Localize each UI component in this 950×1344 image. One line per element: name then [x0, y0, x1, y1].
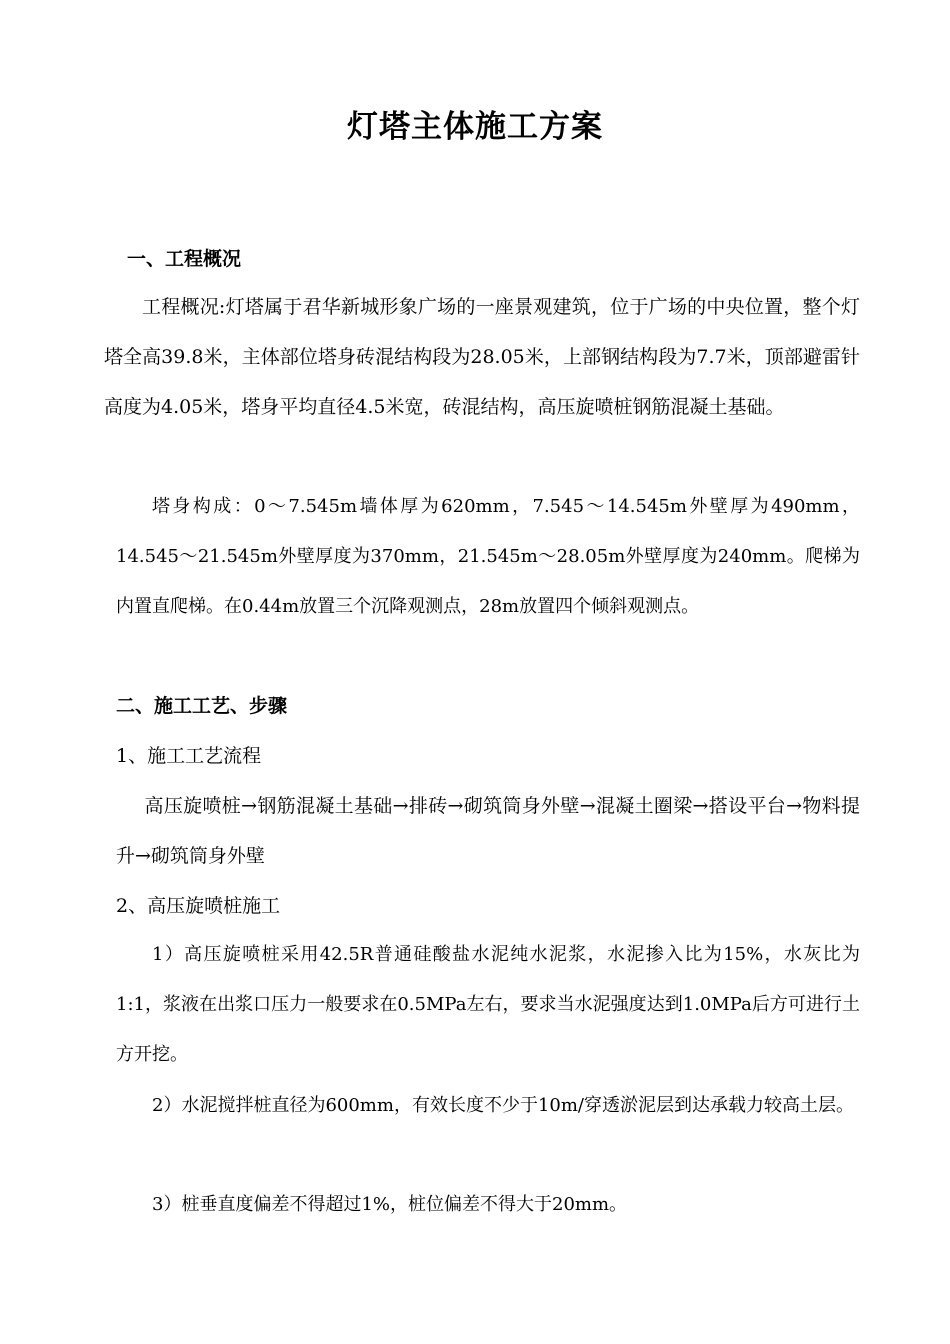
tower-composition-paragraph: 塔身构成：0～7.545m墙体厚为620mm，7.545～14.545m外壁厚为490mm，14.545～21.545m外壁厚度为370mm，21.545m～28.05m外壁厚度为240mm。爬梯为内置直爬梯。在0.44m放置三个沉降观测点，28m放置四个倾斜观测点。 — [116, 496, 860, 617]
section-heading-process: 二、施工工艺、步骤 — [116, 695, 288, 717]
subheading-process-flow: 1、施工工艺流程 — [116, 745, 262, 767]
process-flow-paragraph: 高压旋喷桩→钢筋混凝土基础→排砖→砌筑筒身外壁→混凝土圈梁→搭设平台→物料提升→砌筑筒身外壁 — [116, 795, 860, 867]
overview-paragraph: 工程概况:灯塔属于君华新城形象广场的一座景观建筑，位于广场的中央位置，整个灯塔全高39.8米，主体部位塔身砖混结构段为28.05米，上部钢结构段为7.7米，顶部避雷针高度为4.05米，塔身平均直径4.5米宽，砖混结构，高压旋喷桩钢筋混凝土基础。 — [104, 296, 860, 418]
jet-grouting-item-2: 2）水泥搅拌桩直径为600mm，有效长度不少于10m/穿透淤泥层到达承载力较高土层。 — [152, 1095, 854, 1116]
jet-grouting-item-3: 3）桩垂直度偏差不得超过1%，桩位偏差不得大于20mm。 — [152, 1194, 628, 1215]
section-heading-overview: 一、工程概况 — [127, 248, 242, 270]
jet-grouting-item-1: 1）高压旋喷桩采用42.5R普通硅酸盐水泥纯水泥浆，水泥掺入比为15%，水灰比为1:1，浆液在出浆口压力一般要求在0.5MPa左右，要求当水泥强度达到1.0MPa后方可进行土方开挖。 — [116, 944, 860, 1065]
subheading-jet-grouting: 2、高压旋喷桩施工 — [116, 895, 281, 917]
document-title: 灯塔主体施工方案 — [347, 109, 603, 145]
